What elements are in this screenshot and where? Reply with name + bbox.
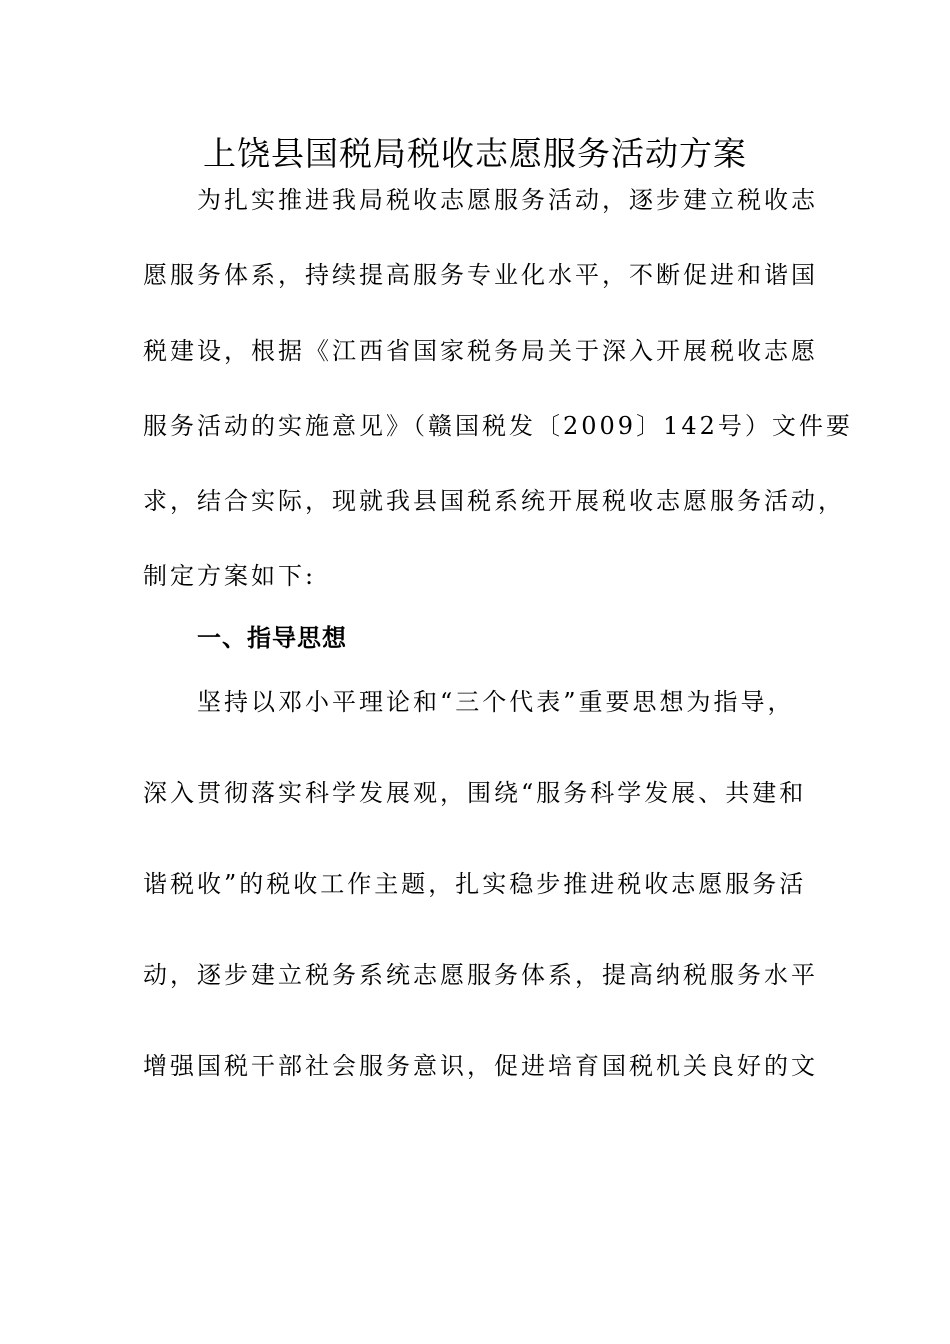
document-title: 上饶县国税局税收志愿服务活动方案 (203, 134, 747, 173)
section1-line-2: 深入贯彻落实科学发展观，围绕“服务科学发展、共建和 (143, 779, 807, 807)
section1-line-3: 谐税收”的税收工作主题，扎实稳步推进税收志愿服务活 (143, 870, 807, 898)
section1-line-1: 坚持以邓小平理论和“三个代表”重要思想为指导， (197, 688, 795, 716)
intro-line-6: 制定方案如下: (143, 562, 317, 590)
intro-line-2: 愿服务体系，持续提高服务专业化水平，不断促进和谐国 (143, 261, 818, 289)
intro-line-3: 税建设，根据《江西省国家税务局关于深入开展税收志愿 (143, 337, 818, 365)
intro-line-1: 为扎实推进我局税收志愿服务活动，逐步建立税收志 (197, 186, 818, 214)
intro-line-4: 服务活动的实施意见》（赣国税发〔2009〕142号）文件要 (143, 412, 853, 440)
intro-line-5: 求，结合实际，现就我县国税系统开展税收志愿服务活动， (143, 487, 845, 515)
section-heading-guiding-thought: 一、指导思想 (197, 624, 347, 652)
section1-line-4: 动，逐步建立税务系统志愿服务体系，提高纳税服务水平 (143, 961, 818, 989)
section1-line-5: 增强国税干部社会服务意识，促进培育国税机关良好的文 (143, 1052, 818, 1080)
